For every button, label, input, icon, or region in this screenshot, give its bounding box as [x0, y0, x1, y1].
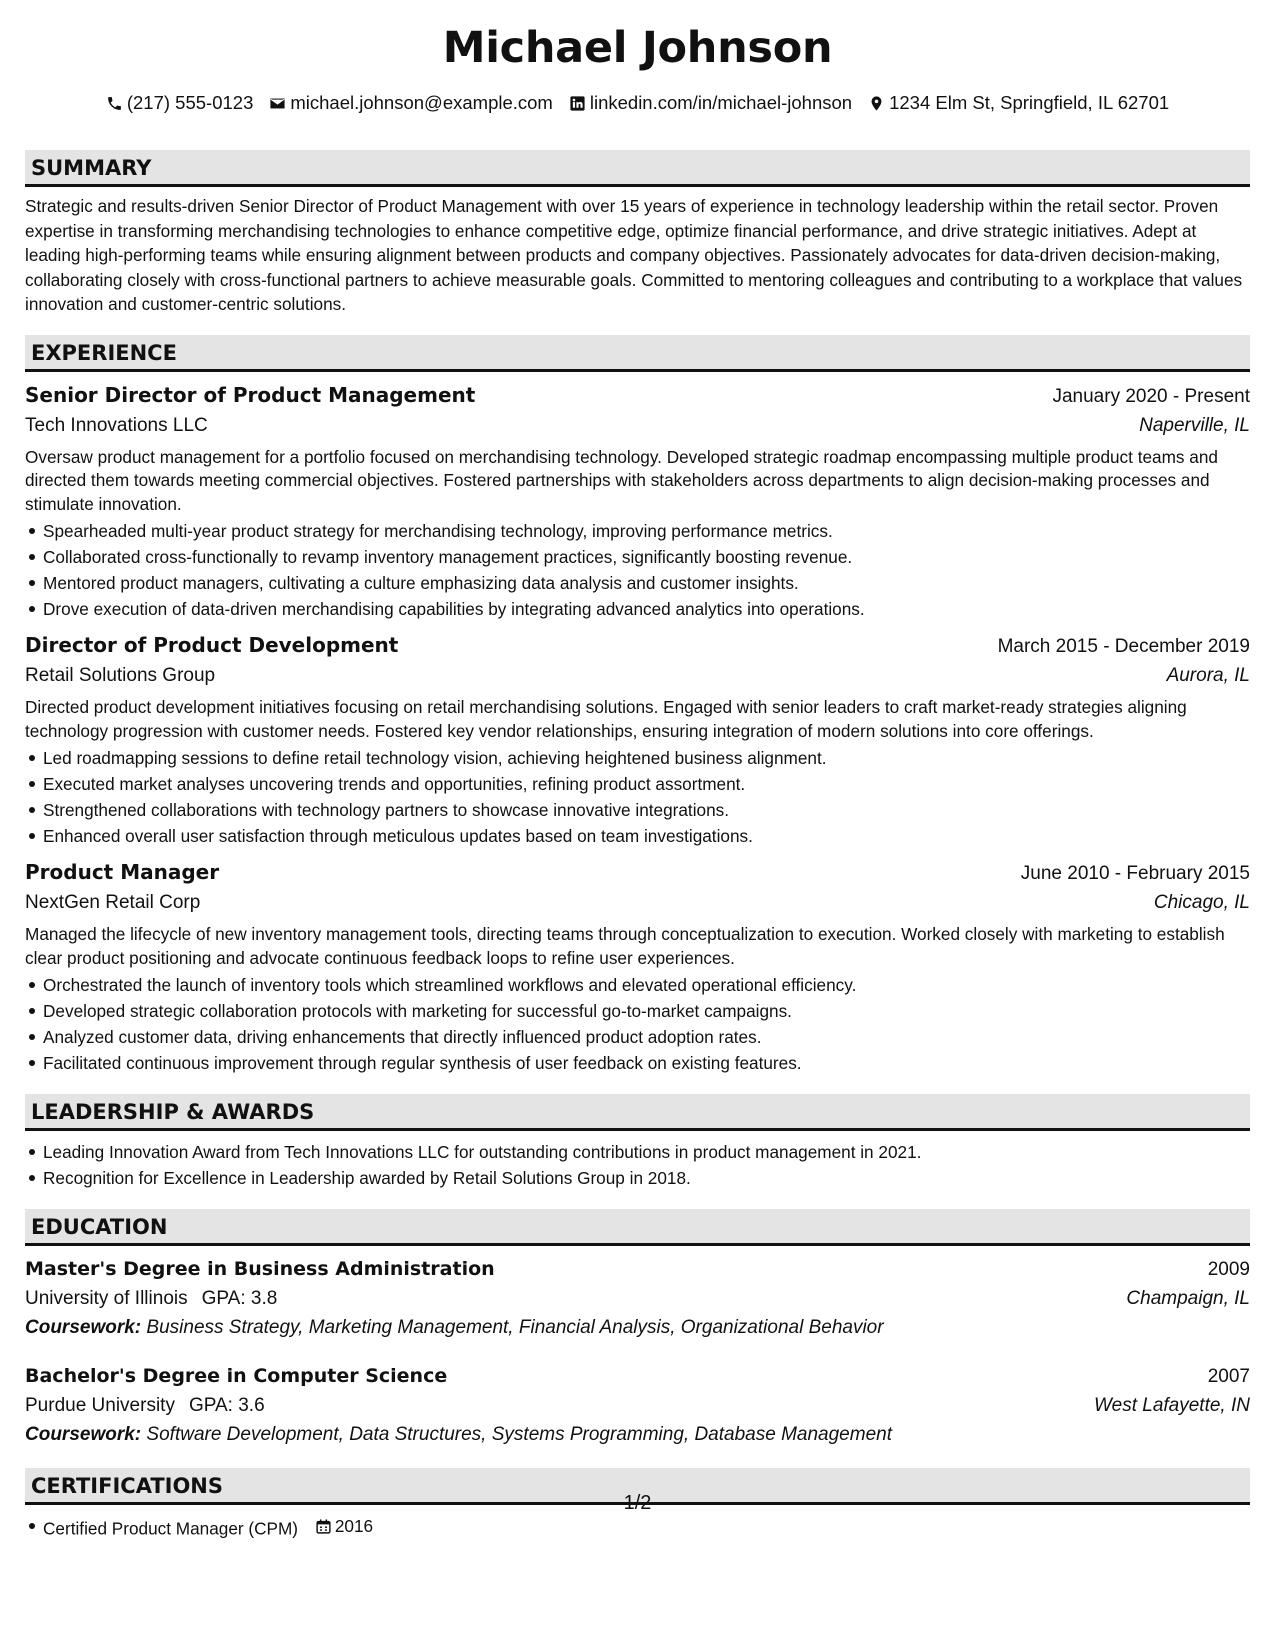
section-awards-heading: LEADERSHIP & AWARDS	[25, 1094, 1250, 1131]
job-bullets	[25, 745, 1250, 849]
list-item	[43, 1513, 1250, 1542]
job-entry	[25, 380, 1250, 623]
certifications-list	[25, 1513, 1250, 1542]
list-item: Collaborated cross-functionally to revamp inventory management practices, significantly boosting revenue.	[43, 544, 1250, 570]
address-text: 1234 Elm St, Springfield, IL 62701	[889, 92, 1170, 113]
list-item: Spearheaded multi-year product strategy for merchandising technology, improving performance metrics.	[43, 518, 1250, 544]
summary-text: Strategic and results-driven Senior Director of Product Management with over 15 years of experience in technology leadership within the retail sector. Proven expertise in transforming merchandising technologies to enhance competitive edge, optimize financial performance, and drive strategic initiatives. Adept at leading high-performing teams while ensuring alignment between products and company objectives. Passionately advocates for data-driven decision-making, collaborating closely with cross-functional partners to achieve measurable goals. Committed to mentoring colleagues and contributing to a workplace that values innovation and customer-centric solutions.	[25, 196, 1243, 314]
education-coursework	[25, 1313, 1250, 1343]
certification-name: Certified Product Manager (CPM)	[43, 1518, 299, 1539]
education-entry	[25, 1361, 1250, 1450]
list-item: Facilitated continuous improvement through regular synthesis of user feedback on existing features.	[43, 1050, 1250, 1076]
job-dates: March 2015 - December 2019	[997, 636, 1250, 657]
linkedin-icon	[569, 95, 586, 112]
job-company: Tech Innovations LLC	[25, 414, 208, 436]
education-location: West Lafayette, IN	[1094, 1395, 1250, 1416]
job-bullets	[25, 518, 1250, 622]
education-degree: Master's Degree in Business Administration	[25, 1258, 495, 1280]
contact-bar	[25, 90, 1250, 116]
list-item: Led roadmapping sessions to define retail technology vision, achieving heightened business alignment.	[43, 745, 1250, 771]
job-company: NextGen Retail Corp	[25, 892, 201, 913]
education-year: 2007	[1207, 1366, 1250, 1387]
job-description: Directed product development initiatives focusing on retail merchandising solutions. Engaged with senior leaders to craft market-ready strategies aligning technology progression with customer needs. Fostered key vendor relationships, ensuring integration of modern solutions into core offerings.	[25, 697, 1187, 741]
section-certifications-heading: CERTIFICATIONS	[25, 1468, 1250, 1505]
email-text: michael.johnson@example.com	[290, 92, 553, 113]
education-gpa: GPA: 3.8	[201, 1288, 278, 1309]
job-dates: January 2020 - Present	[1052, 385, 1250, 407]
section-education-heading: EDUCATION	[25, 1209, 1250, 1246]
contact-linkedin[interactable]	[569, 92, 852, 114]
education-degree: Bachelor's Degree in Computer Science	[25, 1365, 448, 1387]
contact-email[interactable]	[269, 92, 553, 114]
phone-icon	[106, 95, 123, 112]
list-item: Drove execution of data-driven merchandising capabilities by integrating advanced analytics into operations.	[43, 596, 1250, 622]
section-summary-heading: SUMMARY	[25, 150, 1250, 187]
job-entry	[25, 630, 1250, 849]
job-title: Director of Product Development	[25, 633, 399, 657]
education-year: 2009	[1207, 1259, 1250, 1280]
job-title: Product Manager	[25, 860, 220, 884]
calendar-icon	[315, 1518, 332, 1535]
job-location: Naperville, IL	[1139, 414, 1250, 436]
coursework-text: Business Strategy, Marketing Management, Financial Analysis, Organizational Behavior	[146, 1317, 884, 1338]
job-description: Managed the lifecycle of new inventory management tools, directing teams through conceptualization to execution. Worked closely with marketing to establish clear product positioning and advocate continuous feedback loops to refine user experiences.	[25, 924, 1225, 968]
list-item: Leading Innovation Award from Tech Innovations LLC for outstanding contributions in product management in 2021.	[43, 1139, 1250, 1165]
list-item: Executed market analyses uncovering trends and opportunities, refining product assortment.	[43, 771, 1250, 797]
job-location: Aurora, IL	[1166, 665, 1250, 686]
job-entry	[25, 857, 1250, 1076]
section-experience-heading: EXPERIENCE	[25, 335, 1250, 372]
coursework-label: Coursework:	[25, 1424, 142, 1445]
linkedin-text: linkedin.com/in/michael-johnson	[589, 92, 853, 113]
job-location: Chicago, IL	[1153, 892, 1250, 913]
awards-list	[25, 1139, 1250, 1191]
education-gpa: GPA: 3.6	[188, 1395, 265, 1416]
education-school: Purdue University	[25, 1395, 175, 1416]
job-description: Oversaw product management for a portfolio focused on merchandising technology. Developed strategic roadmap encompassing multiple product teams and directed them towards meeting commercial objectives. Fostered partnerships with stakeholders across departments to align decision-making processes and stimulate innovation.	[25, 446, 1218, 514]
list-item: Recognition for Excellence in Leadership awarded by Retail Solutions Group in 2018.	[43, 1165, 1250, 1191]
list-item: Developed strategic collaboration protocols with marketing for successful go-to-market campaigns.	[43, 998, 1250, 1024]
job-title: Senior Director of Product Management	[25, 382, 476, 407]
candidate-name: Michael Johnson	[442, 23, 833, 73]
coursework-label: Coursework:	[25, 1317, 142, 1338]
job-bullets	[25, 972, 1250, 1076]
education-location: Champaign, IL	[1126, 1288, 1250, 1309]
list-item: Mentored product managers, cultivating a culture emphasizing data analysis and customer insights.	[43, 570, 1250, 596]
list-item: Analyzed customer data, driving enhancements that directly influenced product adoption rates.	[43, 1024, 1250, 1050]
contact-phone[interactable]	[106, 92, 254, 114]
list-item: Strengthened collaborations with technology partners to showcase innovative integrations.	[43, 797, 1250, 823]
job-company: Retail Solutions Group	[25, 665, 216, 686]
education-coursework	[25, 1420, 1250, 1450]
list-item: Enhanced overall user satisfaction through meticulous updates based on team investigations.	[43, 823, 1250, 849]
phone-text: (217) 555-0123	[126, 92, 254, 113]
map-pin-icon	[868, 95, 885, 112]
education-school: University of Illinois	[25, 1288, 188, 1309]
coursework-text: Software Development, Data Structures, Systems Programming, Database Management	[146, 1424, 892, 1445]
page-number: 1/2	[623, 1492, 652, 1514]
list-item: Orchestrated the launch of inventory tools which streamlined workflows and elevated operational efficiency.	[43, 972, 1250, 998]
envelope-icon	[269, 95, 286, 112]
certification-year: 2016	[334, 1516, 374, 1536]
contact-address	[868, 92, 1169, 114]
education-entry	[25, 1254, 1250, 1343]
job-dates: June 2010 - February 2015	[1020, 863, 1250, 884]
